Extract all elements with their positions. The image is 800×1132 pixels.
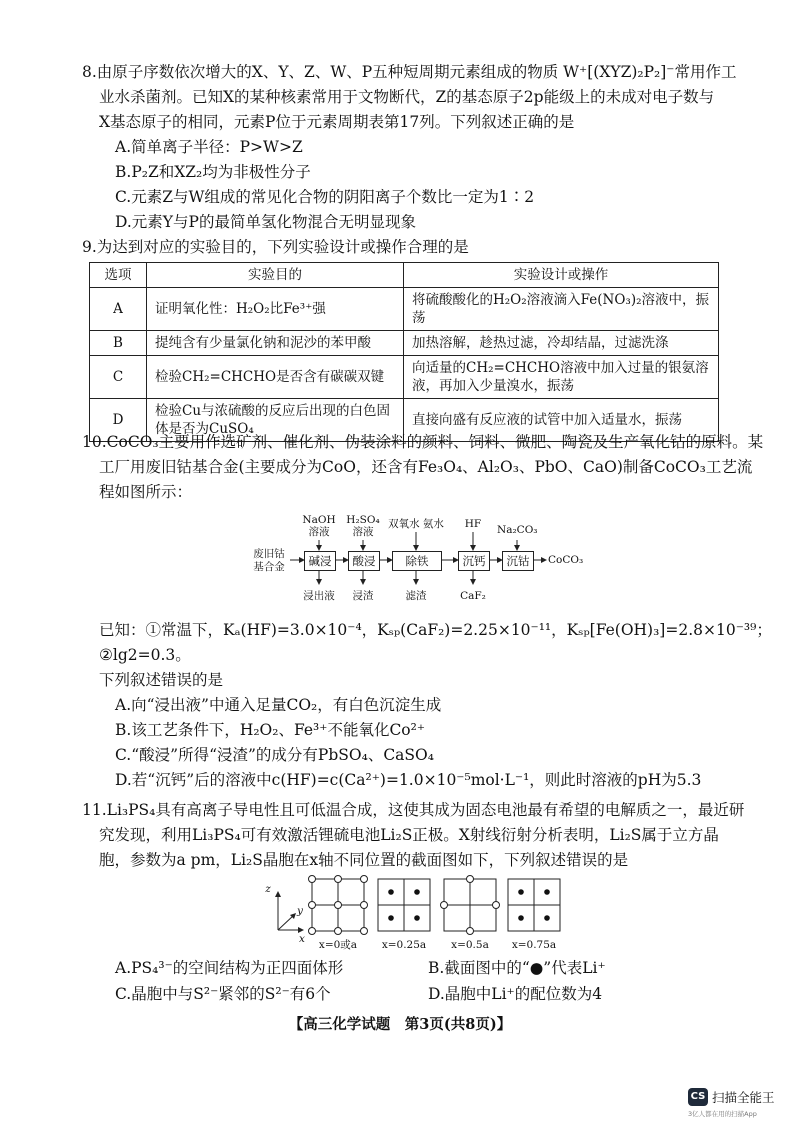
- header-option: 选项: [90, 263, 147, 288]
- flow-step-calcium-precip: 沉钙: [458, 551, 490, 571]
- flow-start-line1: 废旧钴: [253, 548, 285, 560]
- flow-step-acid-leach: 酸浸: [348, 551, 380, 571]
- q11-option-a: A.PS₄³⁻的空间结构为正四面体形: [115, 959, 344, 977]
- flow-output-residue: 浸渣: [352, 590, 374, 602]
- q9-stem: 9.为达到对应的实验目的，下列实验设计或操作合理的是: [82, 238, 469, 256]
- axis-y-label: y: [297, 905, 303, 917]
- flow-input-h2o2-nh3: 双氧水 氨水: [388, 518, 444, 530]
- q10-stem-line2: 工厂用废旧钴基合金(主要成分为CoO，还含有Fe₃O₄、Al₂O₃、PbO、CaO)制备CoCO₃工艺流: [99, 458, 753, 476]
- flow-output-caf2: CaF₂: [460, 590, 486, 602]
- q8-option-b: B.P₂Z和XZ₂均为非极性分子: [115, 163, 311, 181]
- q8-option-a: A.简单离子半径：P>W>Z: [115, 138, 303, 156]
- watermark-name: 扫描全能王: [712, 1089, 775, 1105]
- crystal-section-figure: [265, 875, 568, 953]
- flow-input-naoh: NaOH 溶液: [302, 514, 336, 538]
- section-x025: [378, 879, 430, 931]
- row-goal: 证明氧化性：H₂O₂比Fe³⁺强: [147, 288, 404, 331]
- table-row: [90, 288, 719, 331]
- q10-known-line1: 已知：①常温下，Kₐ(HF)=3.0×10⁻⁴，Kₛₚ(CaF₂)=2.25×10⁻¹¹，Kₛₚ[Fe(OH)₃]=2.8×10⁻³⁹；: [99, 621, 772, 639]
- process-flow-diagram: [248, 510, 584, 610]
- scanner-watermark: [688, 1086, 798, 1118]
- axis-x-label: x: [299, 933, 305, 945]
- q10-stem-line3: 程如图所示：: [99, 483, 193, 501]
- q8-stem-line1: 8.由原子序数依次增大的X、Y、Z、W、P五种短周期元素组成的物质 W⁺[(XYZ)₂P₂]⁻常用作工: [82, 63, 737, 81]
- row-option: C: [90, 356, 147, 399]
- section-label-x075: x=0.75a: [511, 939, 557, 951]
- flow-step-alkali-leach: 碱浸: [304, 551, 336, 571]
- flow-output-leachate: 浸出液: [303, 590, 335, 602]
- row-option: D: [90, 399, 147, 442]
- flow-input-hf: HF: [464, 518, 482, 530]
- table-header-row: [90, 263, 719, 288]
- q11-stem-line1: 11.Li₃PS₄具有高离子导电性且可低温合成，这使其成为固态电池最有希望的电解质之一，最近研: [82, 801, 745, 819]
- row-goal: 提纯含有少量氯化钠和泥沙的苯甲酸: [147, 331, 404, 356]
- row-operation: 向适量的CH₂=CHCHO溶液中加入过量的银氨溶液，再加入少量溴水，振荡: [404, 356, 719, 399]
- header-operation: 实验设计或操作: [404, 263, 719, 288]
- q10-option-b: B.该工艺条件下，H₂O₂、Fe³⁺不能氧化Co²⁺: [115, 721, 426, 739]
- q10-stem-line1: 10.CoCO₃主要用作选矿剂、催化剂、伪装涂料的颜料、饲料、微肥、陶瓷及生产氧化钴的原料。某: [82, 433, 764, 451]
- flow-step-cobalt-precip: 沉钴: [502, 551, 534, 571]
- q10-option-d: D.若“沉钙”后的溶液中c(HF)=c(Ca²⁺)=1.0×10⁻⁵mol·L⁻¹，则此时溶液的pH为5.3: [115, 771, 702, 789]
- section-label-x025: x=0.25a: [381, 939, 427, 951]
- row-operation: 将硫酸酸化的H₂O₂溶液滴入Fe(NO₃)₂溶液中，振荡: [404, 288, 719, 331]
- q8-stem-line2: 业水杀菌剂。已知X的某种核素常用于文物断代，Z的基态原子2p能级上的未成对电子数与: [99, 88, 715, 106]
- q10-known-line2: ②lg2=0.3。: [99, 646, 191, 664]
- experiment-table: [89, 262, 719, 442]
- q11-stem-line2: 究发现，利用Li₃PS₄可有效激活锂硫电池Li₂S正极。X射线衍射分析表明，Li₂S属于立方晶: [99, 826, 719, 844]
- watermark-tagline: 3亿人都在用的扫描App: [688, 1109, 757, 1118]
- section-label-x0: x=0或a: [318, 939, 358, 951]
- section-x0: [309, 876, 368, 935]
- page-footer: 【高三化学试题 第3页(共8页)】: [288, 1016, 512, 1033]
- camscanner-logo-icon: CS: [688, 1088, 708, 1106]
- q11-option-c: C.晶胞中与S²⁻紧邻的S²⁻有6个: [115, 985, 331, 1003]
- row-option: A: [90, 288, 147, 331]
- flow-step-iron-removal: 除铁: [392, 551, 442, 571]
- row-goal: 检验Cu与浓硫酸的反应后出现的白色固体是否为CuSO₄: [147, 399, 404, 442]
- flow-start-line2: 基合金: [253, 561, 285, 573]
- q8-option-d: D.元素Y与P的最简单氢化物混合无明显现象: [115, 213, 416, 231]
- q10-option-a: A.向“浸出液”中通入足量CO₂，有白色沉淀生成: [115, 696, 442, 714]
- table-row: [90, 331, 719, 356]
- table-row: [90, 356, 719, 399]
- flow-output-filter-residue: 滤渣: [405, 590, 427, 602]
- flow-product: CoCO₃: [548, 554, 584, 566]
- q8-option-c: C.元素Z与W组成的常见化合物的阴阳离子个数比一定为1∶2: [115, 188, 535, 206]
- flow-input-h2so4: H₂SO₄ 溶液: [346, 514, 380, 538]
- row-goal: 检验CH₂=CHCHO是否含有碳碳双键: [147, 356, 404, 399]
- q10-ask: 下列叙述错误的是: [99, 671, 224, 689]
- section-label-x05: x=0.5a: [451, 939, 489, 951]
- row-option: B: [90, 331, 147, 356]
- q8-stem-line3: X基态原子的相同，元素P位于元素周期表第17列。下列叙述正确的是: [99, 113, 575, 131]
- section-x05: [441, 876, 500, 935]
- q11-stem-line3: 胞，参数为a pm，Li₂S晶胞在x轴不同位置的截面图如下，下列叙述错误的是: [99, 851, 629, 869]
- q11-option-d: D.晶胞中Li⁺的配位数为4: [428, 985, 603, 1003]
- axis-z-label: z: [265, 883, 271, 895]
- q10-option-c: C.“酸浸”所得“浸渣”的成分有PbSO₄、CaSO₄: [115, 746, 434, 764]
- section-x075: [508, 879, 560, 931]
- header-goal: 实验目的: [147, 263, 404, 288]
- flow-input-na2co3: Na₂CO₃: [497, 524, 538, 536]
- row-operation: 直接向盛有反应液的试管中加入适量水，振荡: [404, 399, 719, 442]
- row-operation: 加热溶解，趁热过滤，冷却结晶，过滤洗涤: [404, 331, 719, 356]
- q11-option-b: B.截面图中的“●”代表Li⁺: [428, 959, 606, 977]
